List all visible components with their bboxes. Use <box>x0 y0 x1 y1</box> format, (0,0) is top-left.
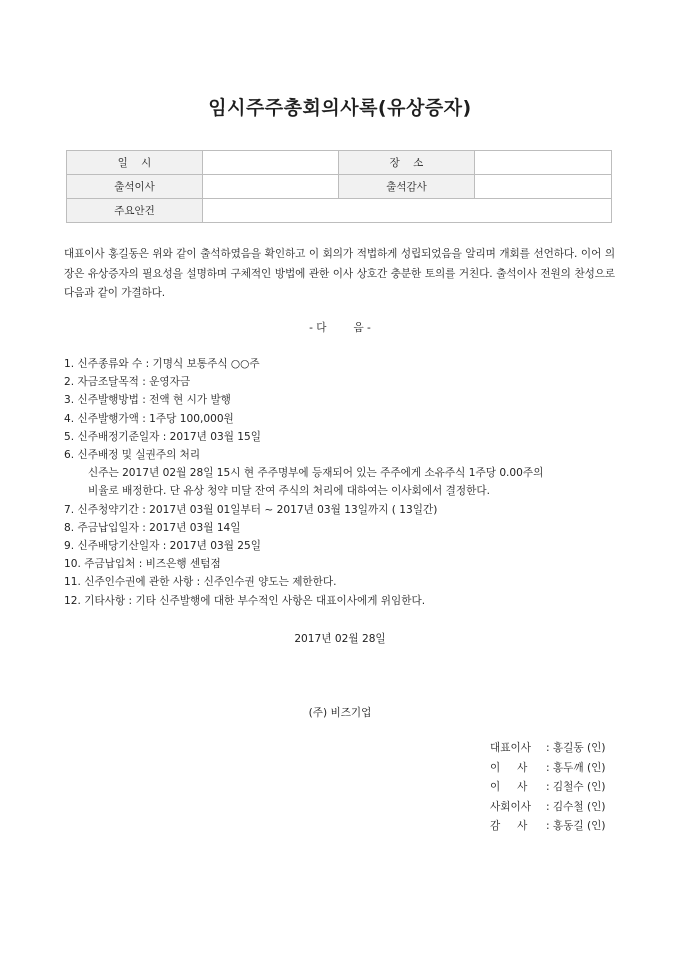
signature-row <box>490 817 620 837</box>
list-item: 9. 신주배당기산일자 : 2017년 03월 25일 <box>64 540 262 553</box>
signer-name: : 홍길동 (인) <box>546 742 606 754</box>
company-name: (주) 비즈기업 <box>308 707 372 719</box>
signer-role: 대표이사 <box>490 742 531 754</box>
list-item: 11. 신주인수권에 관한 사항 : 신주인수권 양도는 제한한다. <box>64 576 337 589</box>
document-title: 임시주주총회의사록(유상증자) <box>208 97 472 119</box>
agenda-label: 주요안건 <box>67 199 203 223</box>
table-row <box>67 199 612 223</box>
place-label: 장 소 <box>339 151 475 175</box>
directors-value <box>203 175 339 199</box>
list-item: 4. 신주발행가액 : 1주당 100,000원 <box>64 412 234 425</box>
agenda-value <box>203 199 612 223</box>
meeting-info-table <box>66 150 612 223</box>
signature-row <box>490 778 620 798</box>
list-item: 12. 기타사항 : 기타 신주발행에 대한 부수적인 사항은 대표이사에게 위임한다. <box>64 594 426 607</box>
list-item-detail: 신주는 2017년 02월 28일 15시 현 주주명부에 등재되어 있는 주주에게 소유주식 1주당 0.00주의 <box>88 467 544 480</box>
signature-row <box>490 759 620 779</box>
place-value <box>475 151 612 175</box>
resolution-list <box>64 355 624 610</box>
signer-name: : 홍동길 (인) <box>546 820 606 832</box>
intro-paragraph: 대표이사 홍길동은 위와 같이 출석하였음을 확인하고 이 회의가 적법하게 성립되었음을 알리며 개회를 선언하다. 이어 의장은 유상증자의 필요성을 설명하며 구체적인 방법에 관한 이사 상호간 충분한 토의를 거친다. 출석이사 전원의 찬성으로 다음과 같이 가결하다. <box>64 248 615 299</box>
signature-row <box>490 739 620 759</box>
signer-name: : 김수철 (인) <box>546 800 606 813</box>
list-item: 2. 자금조달목적 : 운영자금 <box>64 376 191 389</box>
signer-role: 감 사 <box>490 820 528 832</box>
auditor-label: 출석감사 <box>339 175 475 199</box>
list-item-detail: 비율로 배정한다. 단 유상 청약 미달 잔여 주식의 처리에 대하여는 이사회에서 결정한다. <box>88 485 490 498</box>
list-item: 5. 신주배정기준일자 : 2017년 03월 15일 <box>64 430 262 443</box>
signer-name: : 홍두깨 (인) <box>546 761 606 774</box>
list-item: 6. 신주배정 및 실권주의 처리 <box>64 449 201 462</box>
meeting-date: 2017년 02월 28일 <box>294 633 386 645</box>
signer-role: 사회이사 <box>490 800 531 813</box>
list-item: 7. 신주청약기간 : 2017년 03월 01일부터 ~ 2017년 03월 13일까지 ( 13일간) <box>64 503 438 516</box>
signature-row <box>490 798 620 818</box>
signature-list <box>490 739 620 837</box>
table-row <box>67 151 612 175</box>
date-value <box>203 151 339 175</box>
list-item: 8. 주금납입일자 : 2017년 03월 14일 <box>64 521 241 534</box>
auditor-value <box>475 175 612 199</box>
section-separator: - 다 음 - <box>309 322 371 334</box>
signer-name: : 김철수 (인) <box>546 781 606 793</box>
date-label: 일 시 <box>67 151 203 175</box>
list-item: 3. 신주발행방법 : 전액 현 시가 발행 <box>64 394 231 407</box>
table-row <box>67 175 612 199</box>
signer-role: 이 사 <box>490 781 528 793</box>
list-item: 10. 주금납입처 : 비즈은행 센텀점 <box>64 558 221 571</box>
list-item: 1. 신주종류와 수 : 기명식 보통주식 ○○주 <box>64 358 260 370</box>
directors-label: 출석이사 <box>67 175 203 199</box>
signer-role: 이 사 <box>490 761 528 774</box>
